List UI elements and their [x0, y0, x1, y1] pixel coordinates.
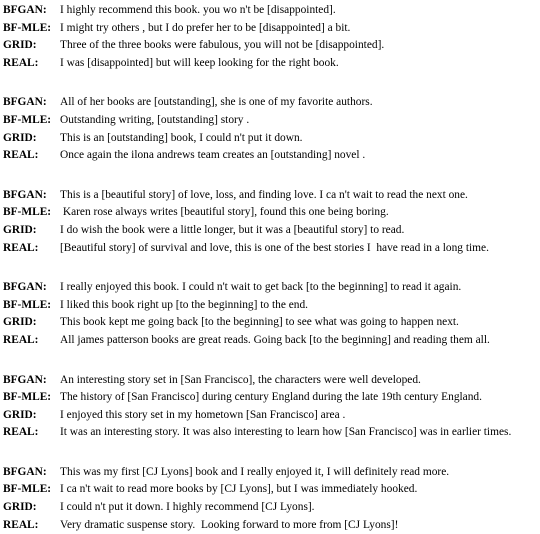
- sample-row: [0, 481, 540, 499]
- sample-row: [0, 187, 540, 205]
- sample-text: Once again the ilona andrews team creates an [outstanding] novel .: [60, 149, 366, 162]
- model-label: REAL:: [3, 426, 39, 439]
- sample-group: [0, 2, 540, 72]
- sample-text: I highly recommend this book. you wo n't be [disappointed].: [60, 4, 336, 16]
- sample-group: [0, 94, 540, 164]
- sample-text: This was my first [CJ Lyons] book and I really enjoyed it, I will definitely read more.: [60, 465, 450, 478]
- model-label: REAL:: [3, 149, 39, 162]
- sample-row: [0, 37, 540, 55]
- model-label: BFGAN:: [3, 465, 47, 478]
- sample-group: [0, 187, 540, 257]
- sample-group: [0, 279, 540, 349]
- sample-row: [0, 407, 540, 425]
- sample-text: Three of the three books were fabulous, you will not be [disappointed].: [60, 39, 385, 52]
- model-label: BFGAN:: [3, 281, 47, 294]
- model-label: BF-MLE:: [3, 113, 52, 126]
- sample-text: Karen rose always writes [beautiful story], found this one being boring.: [60, 206, 389, 219]
- sample-row: [0, 130, 540, 148]
- sample-row: [0, 204, 540, 222]
- sample-text: This is a [beautiful story] of love, loss, and finding love. I ca n't wait to read the next one.: [60, 188, 468, 201]
- sample-text: An interesting story set in [San Francisco], the characters were well developed.: [60, 373, 421, 386]
- sample-text: I could n't put it down. I highly recommend [CJ Lyons].: [60, 501, 315, 514]
- sample-text: I was [disappointed] but will keep looking for the right book.: [60, 56, 339, 69]
- sample-text: I enjoyed this story set in my hometown [San Francisco] area .: [60, 408, 346, 421]
- model-label: BFGAN:: [3, 188, 47, 201]
- model-label: BFGAN:: [3, 96, 47, 109]
- model-label: GRID:: [3, 223, 37, 236]
- sample-row: [0, 314, 540, 332]
- model-label: BF-MLE:: [3, 483, 52, 496]
- sample-text: I might try others , but I do prefer her to be [disappointed] a bit.: [60, 21, 351, 34]
- model-label: BFGAN:: [3, 373, 47, 386]
- model-label: BF-MLE:: [3, 298, 52, 311]
- sample-text: The history of [San Francisco] during century England during the late 19th century England.: [60, 391, 482, 404]
- sample-row: [0, 499, 540, 517]
- sample-group: [0, 464, 540, 534]
- model-label: GRID:: [3, 408, 37, 421]
- model-label: GRID:: [3, 501, 37, 514]
- sample-text: I ca n't wait to read more books by [CJ Lyons], but I was immediately hooked.: [60, 483, 418, 496]
- sample-row: [0, 2, 540, 20]
- model-label: GRID:: [3, 131, 37, 144]
- model-label: BFGAN:: [3, 4, 47, 16]
- sample-row: [0, 20, 540, 38]
- sample-row: [0, 222, 540, 240]
- model-label: BF-MLE:: [3, 206, 52, 219]
- model-label: REAL:: [3, 518, 39, 531]
- sample-row: [0, 464, 540, 482]
- sample-text: I liked this book right up [to the beginning] to the end.: [60, 298, 309, 311]
- sample-row: [0, 94, 540, 112]
- model-label: REAL:: [3, 241, 39, 254]
- sample-text: I do wish the book were a little longer, but it was a [beautiful story] to read.: [60, 223, 405, 236]
- sample-row: [0, 297, 540, 315]
- sample-row: [0, 147, 540, 165]
- sample-row: [0, 372, 540, 390]
- sample-group: [0, 372, 540, 442]
- model-label: REAL:: [3, 333, 39, 346]
- sample-text: All of her books are [outstanding], she is one of my favorite authors.: [60, 96, 373, 109]
- sample-row: [0, 517, 540, 534]
- model-label: GRID:: [3, 39, 37, 52]
- sample-text: All james patterson books are great reads. Going back [to the beginning] and reading them all.: [60, 333, 490, 346]
- sample-row: [0, 112, 540, 130]
- sample-text: This book kept me going back [to the beginning] to see what was going to happen next.: [60, 316, 459, 329]
- model-label: REAL:: [3, 56, 39, 69]
- sample-text: Very dramatic suspense story. Looking forward to more from [CJ Lyons]!: [60, 518, 399, 531]
- sample-row: [0, 240, 540, 258]
- sample-text: This is an [outstanding] book, I could n't put it down.: [60, 131, 303, 144]
- model-label: BF-MLE:: [3, 21, 52, 34]
- sample-row: [0, 389, 540, 407]
- sample-row: [0, 332, 540, 350]
- model-label: BF-MLE:: [3, 391, 52, 404]
- sample-text: I really enjoyed this book. I could n't wait to get back [to the beginning] to read it again.: [60, 281, 462, 294]
- sample-row: [0, 424, 540, 442]
- sample-row: [0, 279, 540, 297]
- model-label: GRID:: [3, 316, 37, 329]
- sample-text: [Beautiful story] of survival and love, this is one of the best stories I have read in a long time.: [60, 241, 489, 254]
- sample-text: It was an interesting story. It was also interesting to learn how [San Francisco] was in earlier times.: [60, 426, 512, 439]
- sample-text: Outstanding writing, [outstanding] story .: [60, 113, 250, 126]
- sample-row: [0, 55, 540, 73]
